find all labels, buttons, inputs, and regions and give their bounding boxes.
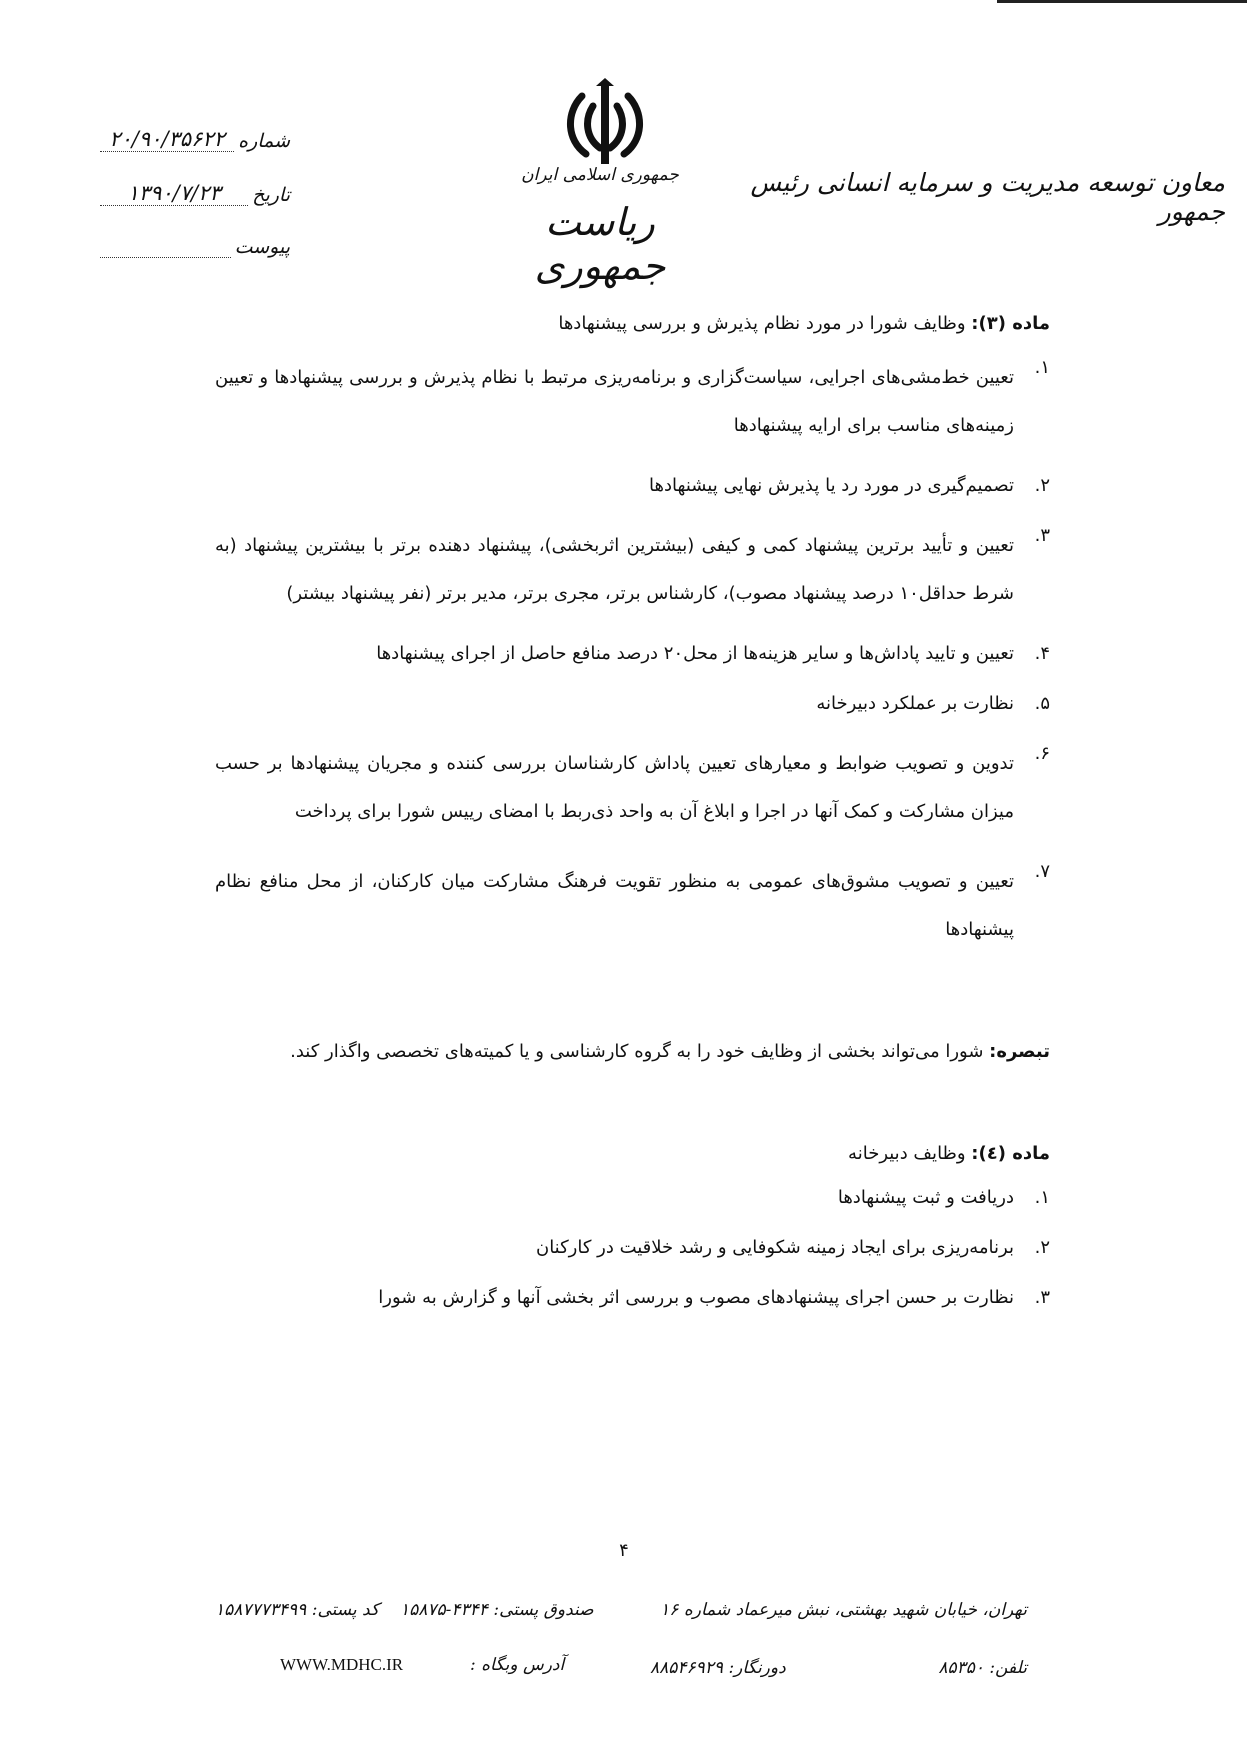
item-text: تعیین و تصویب مشوق‌های عمومی به منظور تقویت فرهنگ مشارکت میان کارکنان، از محل منافع نظام پیشنهادها <box>215 871 1014 940</box>
article3-item <box>215 690 1050 718</box>
article3-list <box>215 354 1050 954</box>
note-heading: تبصره: <box>989 1041 1050 1062</box>
article3-heading-line <box>215 310 1050 338</box>
letter-number-value: ۲۰/۹۰/۳۵۶۲۲ <box>100 127 234 152</box>
item-text: تدوین و تصویب ضوابط و معیارهای تعیین پاداش کارشناسان بررسی کننده و مجریان پیشنهادها بر حسب میزان مشارکت و کمک آنها در اجرا و ابلاغ آن به واحد ذی‌ربط با امضای رییس شورا برای پرداخت <box>215 753 1014 822</box>
article3-heading: ماده (۳): <box>971 313 1050 334</box>
iran-emblem-icon <box>560 78 650 168</box>
note-text: شورا می‌تواند بخشی از وظایف خود را به گروه کارشناسی و یا کمیته‌های تخصصی واگذار کند. <box>290 1041 990 1062</box>
footer-po-box: صندوق پستی: ۴۳۴۴-۱۵۸۷۵ <box>400 1600 594 1620</box>
item-number: ۱. <box>1034 357 1050 378</box>
article3-item <box>215 740 1050 836</box>
country-label: جمهوری اسلامی ایران <box>521 165 679 185</box>
article3-item <box>215 858 1050 954</box>
article3-item <box>215 640 1050 668</box>
article3-item <box>215 522 1050 618</box>
letter-date-label: تاریخ <box>252 184 290 206</box>
article4-list <box>215 1184 1050 1312</box>
footer-postal-code: کد پستی: ۱۵۸۷۷۷۳۴۹۹ <box>215 1600 380 1620</box>
item-number: ۵. <box>1034 693 1050 714</box>
item-number: ۴. <box>1034 643 1050 664</box>
article4-item <box>215 1184 1050 1212</box>
footer-address: تهران، خیابان شهید بهشتی، نبش میرعماد شماره ۱۶ <box>660 1600 1027 1620</box>
item-text: برنامه‌ریزی برای ایجاد زمینه شکوفایی و رشد خلاقیت در کارکنان <box>535 1237 1014 1258</box>
letter-number-row <box>100 116 290 152</box>
article4-heading-line <box>215 1140 1050 1168</box>
item-number: ۳. <box>1034 1287 1050 1308</box>
letter-number-label: شماره <box>238 130 290 152</box>
article4-heading: ماده (٤): <box>971 1143 1050 1164</box>
item-text: تعیین و تأیید برترین پیشنهاد کمی و کیفی (بیشترین اثربخشی)، پیشنهاد دهنده برتر با بیشترین پیشنهاد (به شرط حداقل۱۰ درصد پیشنهاد مصوب)، کارشناس برتر، مجری برتر، مدیر برتر (نفر پیشنهاد بیشتر) <box>215 535 1014 604</box>
footer-website-link[interactable]: WWW.MDHC.IR <box>280 1655 404 1674</box>
item-number: ۲. <box>1034 1237 1050 1258</box>
footer-website-label: آدرس وبگاه : <box>470 1655 565 1675</box>
item-number: ۶. <box>1034 743 1050 764</box>
vice-president-title: معاون توسعه مدیریت و سرمایه انسانی رئیس جمهور <box>750 168 1225 226</box>
top-edge-rule <box>997 0 1247 3</box>
letter-attachment-label: پیوست <box>234 236 290 258</box>
article3-item <box>215 354 1050 450</box>
page-number: ۴ <box>619 1540 629 1561</box>
article3-title: وظایف شورا در مورد نظام پذیرش و بررسی پیشنهادها <box>558 313 972 334</box>
letter-attachment-value <box>100 257 231 258</box>
letter-date-row <box>100 170 290 206</box>
article4-item <box>215 1234 1050 1262</box>
document-body <box>215 310 1050 1312</box>
item-text: دریافت و ثبت پیشنهادها <box>837 1187 1014 1208</box>
note-paragraph <box>215 1024 1050 1080</box>
item-number: ۱. <box>1034 1187 1050 1208</box>
item-number: ۲. <box>1034 475 1050 496</box>
item-text: تعیین و تایید پاداش‌ها و سایر هزینه‌ها از محل۲۰ درصد منافع حاصل از اجرای پیشنهادها <box>376 643 1014 664</box>
article4-item <box>215 1284 1050 1312</box>
item-number: ۳. <box>1034 525 1050 546</box>
article4-title: وظایف دبیرخانه <box>848 1143 972 1164</box>
letter-attachment-row <box>100 222 290 258</box>
letter-date-value: ۱۳۹۰/۷/۲۳ <box>100 181 248 206</box>
item-text: تعیین خط‌مشی‌های اجرایی، سیاست‌گزاری و برنامه‌ریزی مرتبط با نظام پذیرش و بررسی پیشنهادها و تعیین زمینه‌های مناسب برای ارایه پیشنهادها <box>215 367 1014 436</box>
presidency-label: ریاست جمهوری <box>534 200 666 288</box>
item-text: نظارت بر عملکرد دبیرخانه <box>816 693 1014 714</box>
article3-item <box>215 472 1050 500</box>
item-number: ۷. <box>1034 861 1050 882</box>
footer-phone: تلفن: ۸۵۳۵۰ <box>938 1658 1027 1678</box>
footer-fax: دورنگار: ۸۸۵۴۶۹۲۹ <box>650 1658 786 1678</box>
item-text: نظارت بر حسن اجرای پیشنهادهای مصوب و بررسی اثر بخشی آنها و گزارش به شورا <box>378 1287 1014 1308</box>
item-text: تصمیم‌گیری در مورد رد یا پذیرش نهایی پیشنهادها <box>649 475 1014 496</box>
